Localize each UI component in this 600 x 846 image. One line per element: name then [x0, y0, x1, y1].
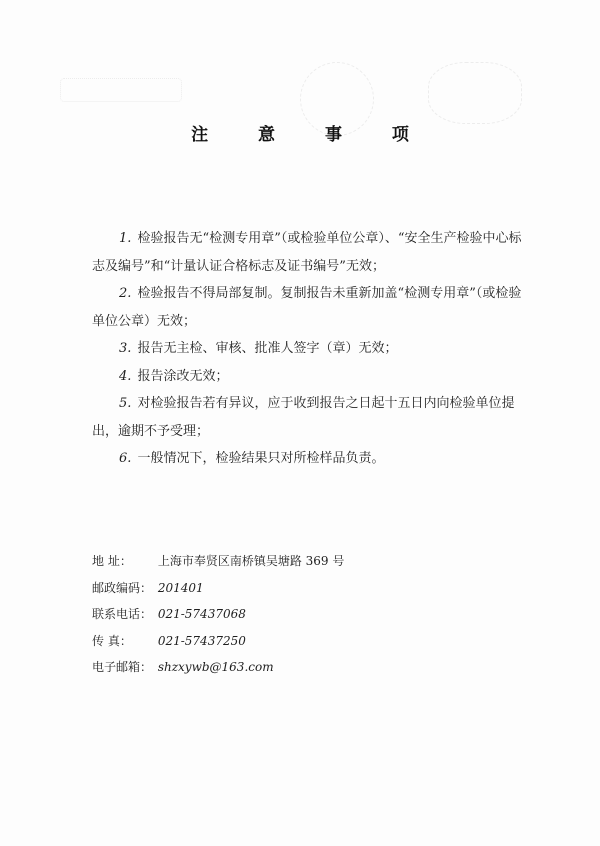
postcode-label: 邮政编码：: [92, 580, 153, 595]
notes-list: [92, 225, 522, 473]
postcode-row: [92, 575, 512, 602]
note-text: 检验报告无“检测专用章”（或检验单位公章）、“安全生产检验中心标志及编号”和“计量认证合格标志及证书编号”无效；: [92, 231, 522, 274]
note-item: [92, 445, 522, 473]
note-text: 一般情况下，检验结果只对所检样品负责。: [137, 451, 385, 466]
address-label: 地 址：: [92, 554, 132, 568]
note-item: [92, 390, 522, 445]
note-number: 5.: [119, 396, 132, 411]
note-text: 检验报告不得局部复制。复制报告未重新加盖“检测专用章”（或检验单位公章）无效；: [92, 286, 522, 329]
page-title: 注 意 事 项: [191, 125, 431, 145]
address-value: 上海市奉贤区南桥镇吴塘路 369 号: [157, 554, 345, 568]
address-row: [92, 548, 512, 575]
note-text: 报告涂改无效；: [137, 368, 229, 384]
bleed-through-logo-mark: [428, 62, 522, 124]
note-text: 报告无主检、审核、批准人签字（章）无效；: [137, 341, 398, 356]
note-number: 3.: [119, 341, 132, 356]
phone-value: 021-57437068: [157, 607, 246, 621]
note-number: 1.: [119, 231, 132, 246]
fax-row: [92, 628, 512, 655]
note-item: [92, 225, 522, 280]
bleed-through-text-mark: [60, 78, 182, 102]
fax-label: 传 真：: [92, 633, 132, 648]
fax-value: 021-57437250: [157, 633, 246, 648]
note-text: 对检验报告若有异议，应于收到报告之日起十五日内向检验单位提出，逾期不予受理；: [92, 396, 515, 439]
postcode-value: 201401: [157, 580, 204, 595]
note-number: 4.: [119, 368, 132, 384]
phone-label: 联系电话：: [92, 607, 153, 621]
note-item: [92, 335, 522, 363]
email-label: 电子邮箱：: [92, 660, 153, 674]
note-number: 2.: [119, 286, 132, 301]
phone-row: [92, 601, 512, 628]
contact-info: [92, 548, 512, 681]
note-item: [92, 363, 522, 391]
email-value: shzxywb@163.com: [157, 660, 274, 674]
note-number: 6.: [119, 451, 132, 466]
note-item: [92, 280, 522, 335]
email-row: [92, 654, 512, 681]
